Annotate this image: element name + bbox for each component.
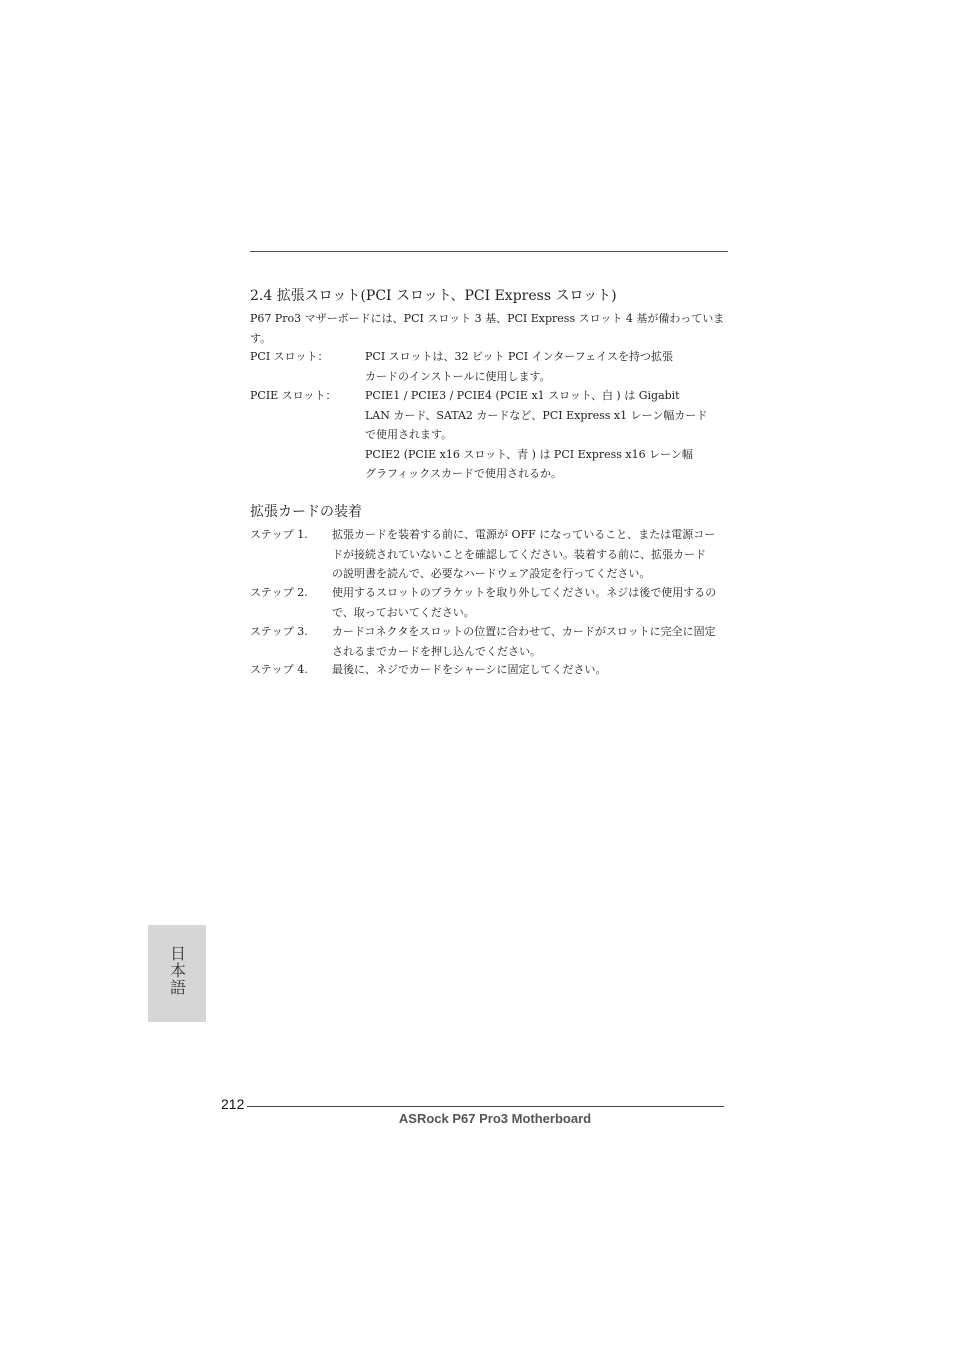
spec-description xyxy=(365,386,728,484)
step-label: ステップ 2. xyxy=(250,586,308,599)
intro-paragraph: P67 Pro3 マザーボードには、PCI スロット 3 基、PCI Express スロット 4 基が備わっています。 xyxy=(250,312,725,345)
spec-description xyxy=(365,347,728,386)
step-line: の説明書を読んで、必要なハードウェア設定を行ってください。 xyxy=(332,567,651,580)
spec-term: PCI スロット： xyxy=(250,350,329,363)
footer-product-name: ASRock P67 Pro3 Motherboard xyxy=(398,1111,592,1126)
spec-line: PCIE1 / PCIE3 / PCIE4 (PCIE x1 スロット、白 ) は Gigabit xyxy=(365,389,680,402)
step-text xyxy=(332,525,728,584)
step-text xyxy=(332,660,728,680)
spec-line: PCI スロットは、32 ビット PCI インターフェイスを持つ拡張 xyxy=(365,350,673,363)
footer-divider xyxy=(247,1106,724,1107)
install-title: 拡張カードの装着 xyxy=(250,504,362,520)
spec-line: で使用されます。 xyxy=(365,428,453,441)
step-line: カードコネクタをスロットの位置に合わせて、カードがスロットに完全に固定 xyxy=(332,625,716,638)
spec-term: PCIE スロット： xyxy=(250,389,337,402)
step-line: 最後に、ネジでカードをシャーシに固定してください。 xyxy=(332,663,607,676)
spec-line: グラフィックスカードで使用されるか。 xyxy=(365,467,563,480)
spec-line: LAN カード、SATA2 カードなど、PCI Express x1 レーン幅カード xyxy=(365,408,708,422)
step-text xyxy=(332,583,728,622)
page-number: 212 xyxy=(221,1096,245,1112)
step-line: 拡張カードを装着する前に、電源が OFF になっていること、または電源コー xyxy=(332,528,716,541)
language-tab xyxy=(148,925,206,1022)
spec-line: カードのインストールに使用します。 xyxy=(365,369,551,383)
spec-line: PCIE2 (PCIE x16 スロット、青 ) は PCI Express x16 レーン幅 xyxy=(365,447,693,461)
step-label: ステップ 1. xyxy=(250,528,308,541)
step-label: ステップ 3. xyxy=(250,625,308,638)
section-title: 2.4 拡張スロット(PCI スロット、PCI Express スロット) xyxy=(250,288,617,304)
step-line: で、取っておいてください。 xyxy=(332,605,475,619)
top-divider xyxy=(250,251,728,252)
step-line: ドが接続されていないことを確認してください。装着する前に、拡張カード xyxy=(332,547,706,561)
language-tab-label: 日本語 xyxy=(167,945,187,996)
step-line: 使用するスロットのブラケットを取り外してください。ネジは後で使用するの xyxy=(332,586,717,599)
step-label: ステップ 4. xyxy=(250,663,308,676)
step-text xyxy=(332,622,728,661)
step-line: されるまでカードを押し込んでください。 xyxy=(332,644,541,658)
